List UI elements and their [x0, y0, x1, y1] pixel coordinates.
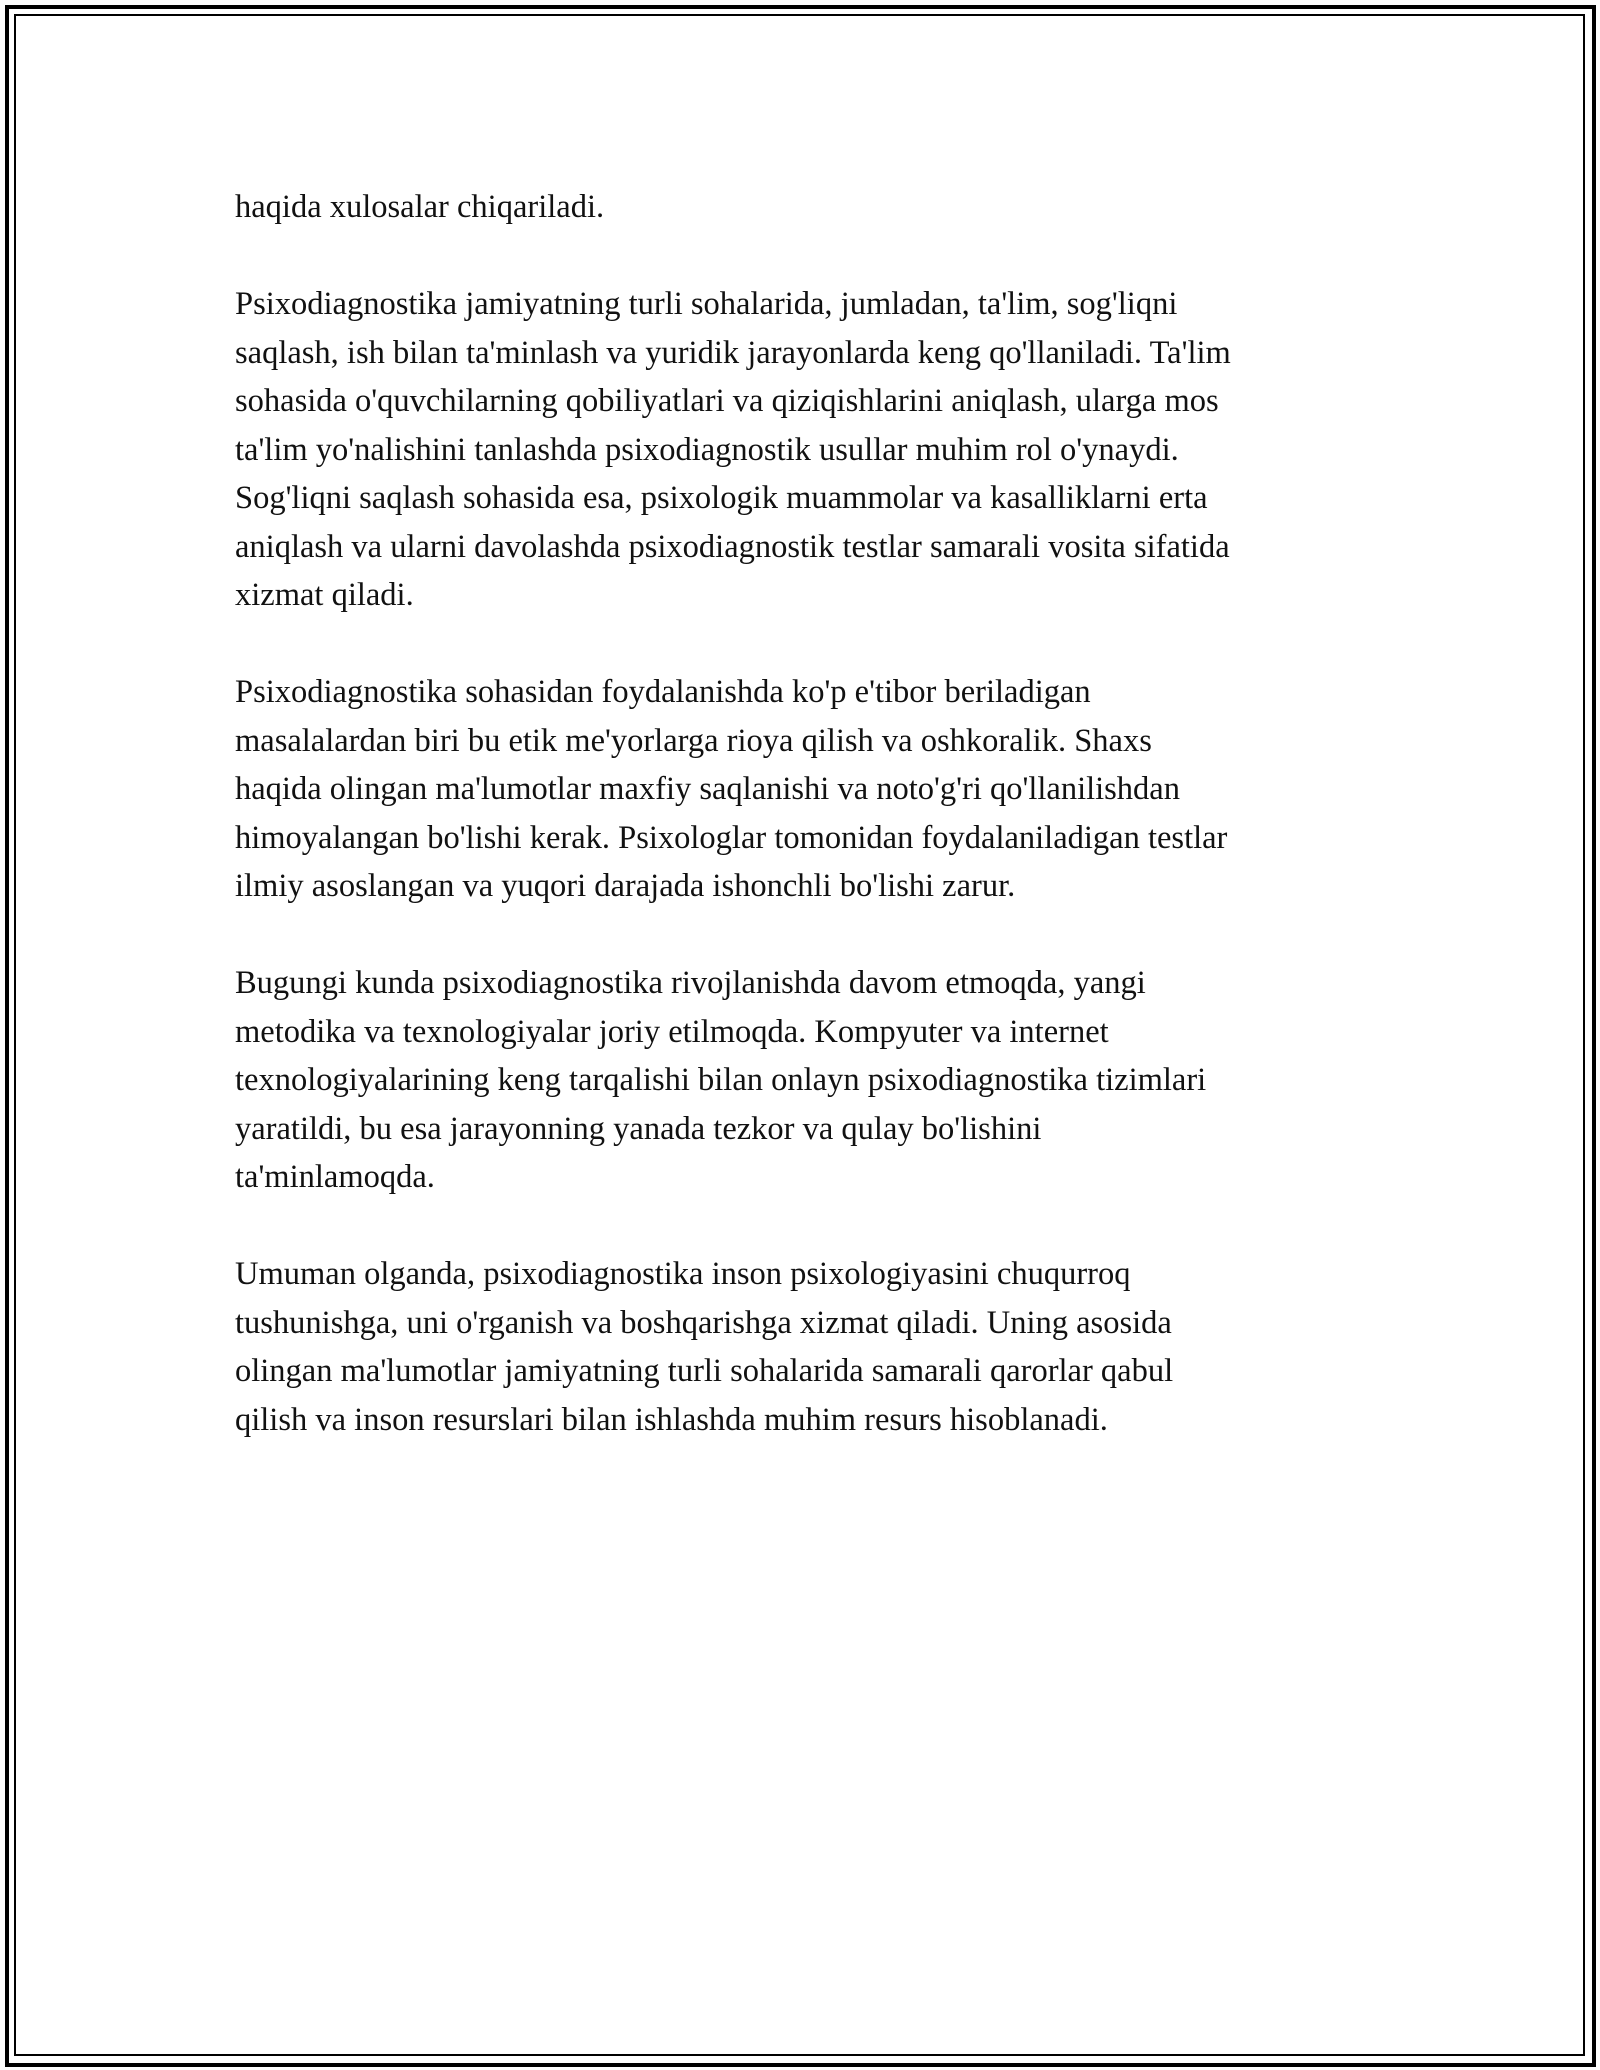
paragraph-ethics: Psixodiagnostika sohasidan foydalanishda ko'p e'tibor beriladigan masalalardan biri bu etik me'yorlarga rioya qilish va oshkoralik. Shaxs haqida olingan ma'lumotlar maxfiy saqlanishi va noto'g'ri qo'llanilishdan himoyalangan bo'lishi kerak. Psixologlar tomonidan foydalaniladigan testlar ilmiy asoslangan va yuqori darajada ishonchli bo'lishi zarur.: [235, 674, 1228, 904]
paragraph-conclusion: Umuman olganda, psixodiagnostika inson psixologiyasini chuqurroq tushunishga, uni o'rganish va boshqarishga xizmat qiladi. Uning asosida olingan ma'lumotlar jamiyatning turli sohalarida samarali qarorlar qabul qilish va inson resurslari bilan ishlashda muhim resurs hisoblanadi.: [235, 1256, 1174, 1438]
document-body: [235, 183, 1385, 1493]
paragraph-applications: Psixodiagnostika jamiyatning turli sohalarida, jumladan, ta'lim, sog'liqni saqlash, ish bilan ta'minlash va yuridik jarayonlarda keng qo'llaniladi. Ta'lim sohasida o'quvchilarning qobiliyatlari va qiziqishlarini aniqlash, ularga mos ta'lim yo'nalishini tanlashda psixodiagnostik usullar muhim rol o'ynaydi. Sog'liqni saqlash sohasida esa, psixologik muammolar va kasalliklarni erta aniqlash va ularni davolashda psixodiagnostik testlar samarali vosita sifatida xizmat qiladi.: [235, 286, 1231, 613]
paragraph-continuation: haqida xulosalar chiqariladi.: [235, 189, 605, 225]
paragraph-development: Bugungi kunda psixodiagnostika rivojlanishda davom etmoqda, yangi metodika va texnologiyalar joriy etilmoqda. Kompyuter va internet texnologiyalarining keng tarqalishi bilan onlayn psixodiagnostika tizimlari yaratildi, bu esa jarayonning yanada tezkor va qulay bo'lishini ta'minlamoqda.: [235, 965, 1207, 1195]
